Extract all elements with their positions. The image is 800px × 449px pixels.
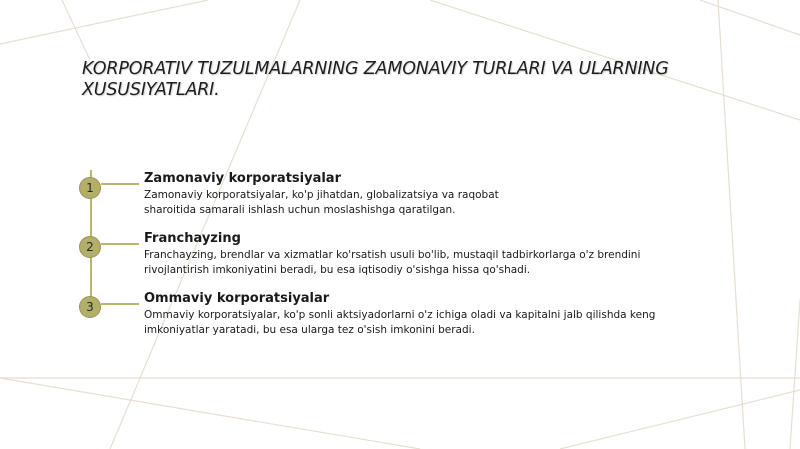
timeline-item-2	[144, 231, 704, 278]
step-marker-3: 3	[79, 296, 101, 318]
item-description: Zamonaviy korporatsiyalar, ko'p jihatdan, globalizatsiya va raqobat sharoitida samarali ishlash uchun moslashishga qaratilgan.	[144, 189, 499, 216]
item-heading: Ommaviy korporatsiyalar	[144, 291, 330, 306]
timeline-item-1	[144, 171, 704, 218]
step-marker-2: 2	[79, 236, 101, 258]
slide-title: KORPORATIV TUZULMALARNING ZAMONAVIY TURLARI VA ULARNING XUSUSIYATLARI.	[82, 59, 669, 100]
step-connector-3	[101, 303, 139, 305]
item-heading: Franchayzing	[144, 231, 241, 246]
step-connector-2	[101, 243, 139, 245]
step-connector-1	[101, 183, 139, 185]
item-description: Ommaviy korporatsiyalar, ko'p sonli aktsiyadorlarni o'z ichiga oladi va kapitalni jalb qilishda keng imkoniyatlar yaratadi, bu esa ularga tez o'sish imkonini beradi.	[144, 309, 656, 336]
step-marker-1: 1	[79, 177, 101, 199]
timeline-item-3	[144, 291, 704, 338]
item-description: Franchayzing, brendlar va xizmatlar ko'rsatish usuli bo'lib, mustaqil tadbirkorlarga o'z brendini rivojlantirish imkoniyatini beradi, bu esa iqtisodiy o'sishga hissa qo'shadi.	[144, 249, 641, 276]
item-heading: Zamonaviy korporatsiyalar	[144, 171, 341, 186]
